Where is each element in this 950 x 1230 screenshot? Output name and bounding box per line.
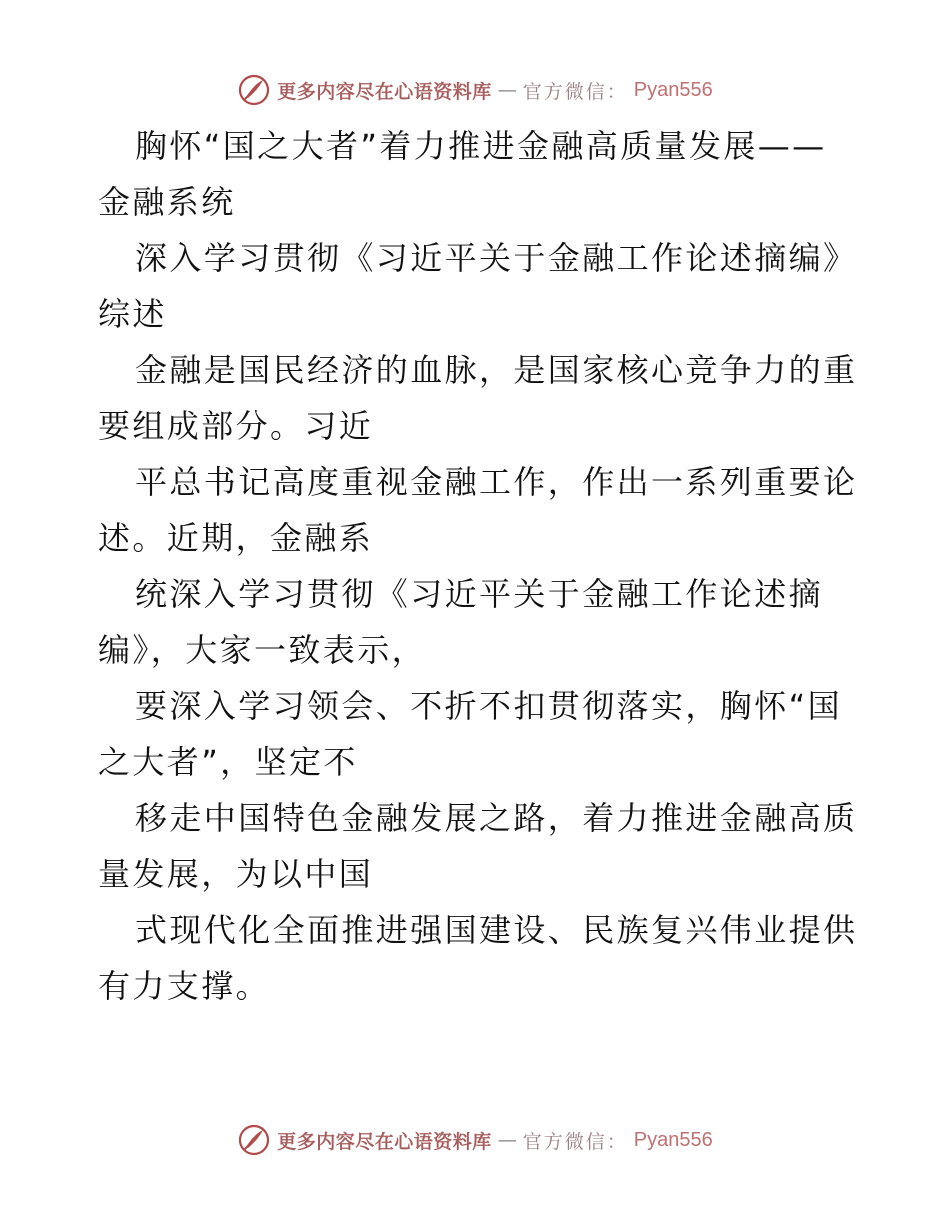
watermark-wechat-id: Pyan556 <box>633 1128 713 1151</box>
watermark-brand-text: 更多内容尽在心语资料库 <box>277 1130 492 1153</box>
doc-line: 深入学习贯彻《习近平关于金融工作论述摘编》 <box>135 239 858 277</box>
watermark-wechat-label: 官方微信： <box>522 1130 628 1153</box>
watermark-brand-text: 更多内容尽在心语资料库 <box>277 80 492 103</box>
doc-line: 综述 <box>98 295 167 333</box>
doc-line: 金融系统 <box>98 183 236 221</box>
doc-line: 要组成部分。习近 <box>98 407 374 445</box>
watermark-banner-top <box>0 70 950 110</box>
watermark-separator: — <box>497 1129 517 1151</box>
doc-line: 要深入学习领会、不折不扣贯彻落实，胸怀“国 <box>135 687 842 725</box>
doc-line: 移走中国特色金融发展之路，着力推进金融高质 <box>135 799 858 837</box>
doc-line: 胸怀“国之大者”着力推进金融高质量发展—— <box>135 127 827 165</box>
doc-line: 编》，大家一致表示， <box>98 631 427 669</box>
doc-line: 平总书记高度重视金融工作，作出一系列重要论 <box>135 463 858 501</box>
watermark-banner-bottom <box>0 1120 950 1160</box>
doc-line: 之大者”，坚定不 <box>98 743 358 781</box>
doc-line: 述。近期，金融系 <box>98 519 374 557</box>
doc-line: 金融是国民经济的血脉，是国家核心竞争力的重 <box>135 351 858 389</box>
quill-logo-icon <box>237 1123 271 1157</box>
document-body <box>98 118 858 1014</box>
doc-line: 有力支撑。 <box>98 967 271 1005</box>
watermark-wechat-label: 官方微信： <box>522 80 628 103</box>
quill-logo-icon <box>237 73 271 107</box>
doc-line: 量发展，为以中国 <box>98 855 374 893</box>
watermark-separator: — <box>497 79 517 101</box>
watermark-wechat-id: Pyan556 <box>633 78 713 101</box>
doc-line: 式现代化全面推进强国建设、民族复兴伟业提供 <box>135 911 858 949</box>
doc-line: 统深入学习贯彻《习近平关于金融工作论述摘 <box>135 575 824 613</box>
